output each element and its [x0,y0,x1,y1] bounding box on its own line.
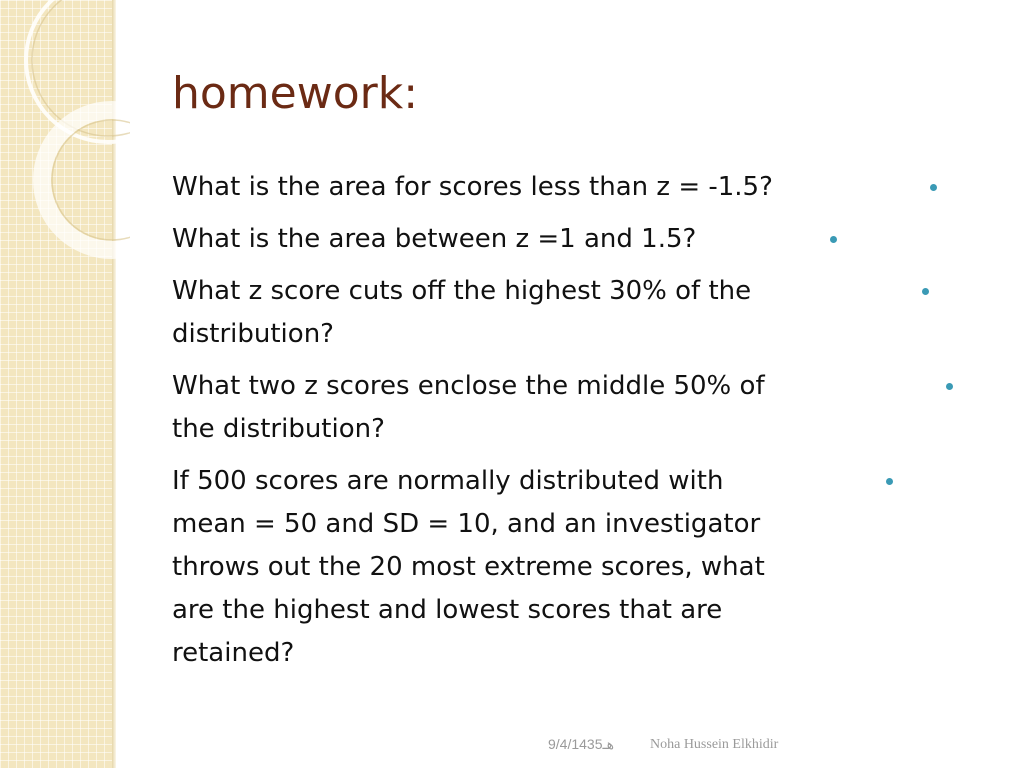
bullet-text: What is the area for scores less than z = -1.5? [172,172,773,202]
bullet-dot-icon [930,184,937,191]
list-item [172,166,962,209]
bullet-dot-icon [886,478,893,485]
bullet-dot-icon [922,288,929,295]
bullet-dot-icon [946,383,953,390]
list-item [172,460,962,675]
bullet-text: What two z scores enclose the middle 50% of the distribution? [172,371,765,444]
bullet-text: What z score cuts off the highest 30% of the distribution? [172,276,752,349]
footer-date: 9/4/1435هـ [548,736,614,752]
bullet-list [172,166,962,684]
list-item [172,365,962,451]
decorative-circles-icon [0,0,130,260]
bullet-text: What is the area between z =1 and 1.5? [172,224,697,254]
list-item [172,218,962,261]
list-item [172,270,962,356]
slide-title: homework: [172,68,419,119]
bullet-dot-icon [830,236,837,243]
footer-author: Noha Hussein Elkhidir [650,737,779,752]
bullet-text: If 500 scores are normally distributed with mean = 50 and SD = 10, and an investigator throws out the 20 most extreme scores, what are the highest and lowest scores that are retained? [172,466,765,668]
